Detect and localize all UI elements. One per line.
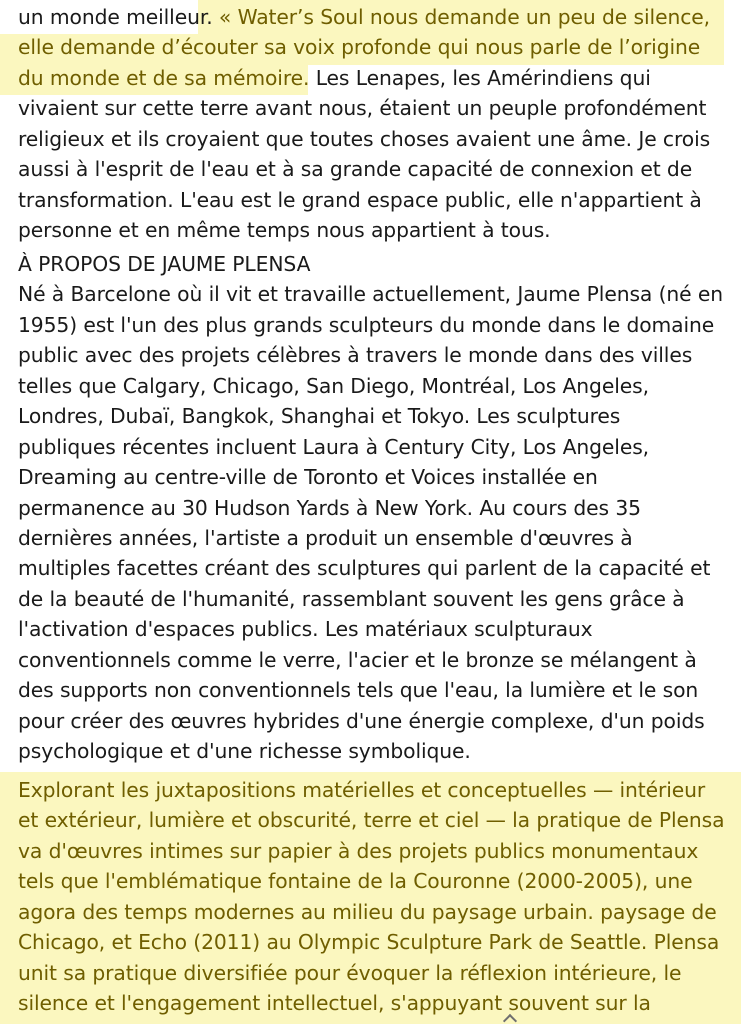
text-line: conventionnels comme le verre, l'acier et le bronze se mélangent à — [18, 647, 697, 672]
text-line: dernières années, l'artiste a produit un ensemble d'œuvres à — [18, 525, 633, 550]
paragraph-practice[interactable] — [0, 775, 741, 1019]
text-line: 1955) est l'un des plus grands sculpteurs du monde dans le domaine — [18, 312, 715, 337]
highlighted-quote[interactable]: « Water’s Soul nous demande un peu de silence, — [218, 5, 710, 29]
highlighted-line[interactable]: Chicago, et Echo (2011) au Olympic Sculpture Park de Seattle. Plensa — [18, 930, 720, 955]
highlighted-line[interactable]: tels que l'emblématique fontaine de la Couronne (2000-2005), une — [18, 869, 693, 894]
text-line: psychologique et d'une richesse symbolique. — [18, 739, 471, 763]
highlighted-line[interactable]: et extérieur, lumière et obscurité, terre et ciel — la pratique de Plensa — [18, 808, 725, 833]
text-line: Dreaming au centre-ville de Toronto et Voices installée en — [18, 465, 598, 490]
paragraph-biography — [0, 249, 741, 766]
text-line: vivaient sur cette terre avant nous, étaient un peuple profondément — [18, 96, 707, 121]
text-line: des supports non conventionnels tels que l'eau, la lumière et le son — [18, 678, 699, 703]
text-line: personne et en même temps nous appartient à tous. — [18, 218, 551, 243]
text-line: Londres, Dubaï, Bangkok, Shanghai et Tokyo. Les sculptures — [18, 404, 621, 429]
paragraph-intro — [0, 2, 741, 246]
text-line: permanence au 30 Hudson Yards à New York. Au cours des 35 — [18, 495, 641, 520]
text-line: public avec des projets célèbres à travers le monde dans des villes — [18, 343, 693, 368]
highlighted-line[interactable]: silence et l'engagement intellectuel, s'appuyant souvent sur la — [18, 991, 651, 1016]
highlighted-line[interactable]: va d'œuvres intimes sur papier à des projets publics monumentaux — [18, 838, 699, 863]
text-line: multiples facettes créant des sculptures qui parlent de la capacité et — [18, 556, 711, 581]
highlighted-line[interactable]: unit sa pratique diversifiée pour évoquer la réflexion intérieure, le — [18, 960, 682, 985]
highlighted-line[interactable]: Explorant les juxtapositions matérielles et conceptuelles — intérieur — [18, 778, 706, 802]
text-line: un monde meilleur. « Water’s Soul nous demande un peu de silence, — [18, 5, 710, 29]
text-line: l'activation d'espaces publics. Les matériaux sculpturaux — [18, 617, 593, 642]
text-line: publiques récentes incluent Laura à Century City, Los Angeles, — [18, 434, 650, 459]
highlighted-line[interactable]: elle demande d’écouter sa voix profonde qui nous parle de l’origine — [18, 35, 701, 60]
highlighted-quote-end[interactable]: du monde et de sa mémoire. — [18, 65, 310, 90]
text-line: transformation. L'eau est le grand espace public, elle n'appartient à — [18, 187, 702, 212]
text-line: religieux et ils croyaient que toutes choses avaient une âme. Je crois — [18, 126, 711, 151]
highlighted-line[interactable]: agora des temps modernes au milieu du paysage urbain. paysage de — [18, 899, 717, 924]
text-line: de la beauté de l'humanité, rassemblant souvent les gens grâce à — [18, 586, 685, 611]
text-line: telles que Calgary, Chicago, San Diego, Montréal, Los Angeles, — [18, 373, 649, 398]
text-line: pour créer des œuvres hybrides d'une énergie complexe, d'un poids — [18, 708, 705, 733]
text-line: du monde et de sa mémoire. Les Lenapes, les Amérindiens qui — [18, 65, 651, 90]
section-heading: À PROPOS DE JAUME PLENSA — [18, 252, 311, 276]
text-line: Né à Barcelone où il vit et travaille actuellement, Jaume Plensa (né en — [18, 282, 724, 307]
text-line: aussi à l'esprit de l'eau et à sa grande capacité de connexion et de — [18, 157, 693, 182]
